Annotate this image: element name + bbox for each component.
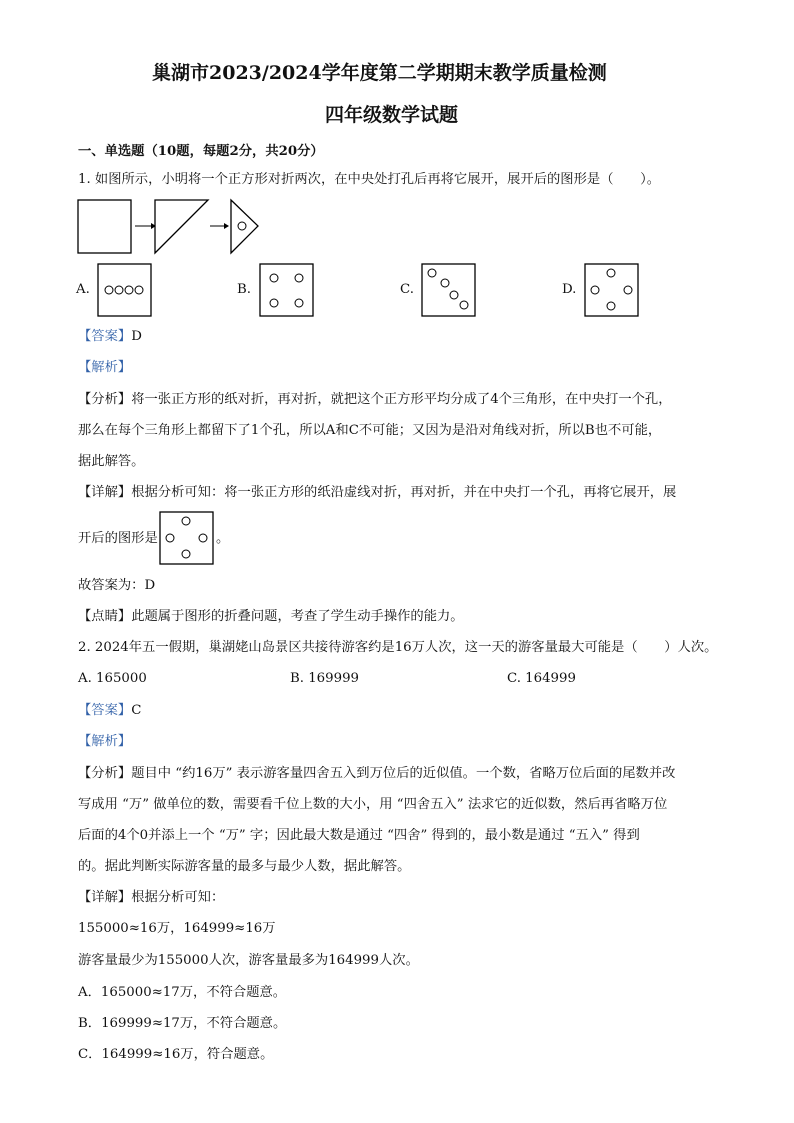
q2-line-2: 游客量最少为155000人次，游客量最多为164999人次。 [78,953,419,968]
arrow-icon-head [224,223,229,229]
answer-value: D [131,329,142,344]
analysis-tag: 【解析】 [78,734,132,749]
option-a-figure [97,263,153,317]
q1-xiangjie-line-1 [78,484,676,502]
q1-fenxi-line-2: 那么在每个三角形上都留下了1个孔，所以A和C不可能；又因为是沿对角线对折，所以B也不可能， [78,423,662,438]
q1-fenxi-line-3: 据此解答。 [78,454,145,469]
answer-tag: 【答案】 [78,329,132,344]
q1-answer [78,328,142,346]
q2-fenxi-line-4: 的。据此判断实际游客量的最多与最少人数，据此解答。 [78,859,411,874]
q2-line-3: A．165000≈17万，不符合题意。 [78,985,287,1000]
dianjing-text: 此题属于图形的折叠问题，考查了学生动手操作的能力。 [131,609,464,624]
inline-answer-figure [159,511,215,565]
fenxi-text: 题目中 “约16万” 表示游客量四舍五入到万位后的近似值。一个数，省略万位后面的尾数并改 [131,766,676,781]
option-d-figure [584,263,640,317]
q1-xiangjie-line-2 [78,530,158,548]
section-heading: 一、单选题（10题，每题2分，共20分） [78,144,324,159]
q1-dianjing [78,608,464,626]
xiangjie-tag: 【详解】 [78,485,132,500]
q1-conclusion: 故答案为：D [78,578,156,593]
q2-option-a: A. 165000 [78,671,147,686]
analysis-tag: 【解析】 [78,360,132,375]
folding-figure [76,198,266,256]
q1-stem: 1. 如图所示，小明将一个正方形对折两次，在中央处打孔后再将它展开，展开后的图形是（ ）。 [78,172,661,187]
fenxi-tag: 【分析】 [78,766,132,781]
q2-option-c: C. 164999 [507,671,576,686]
xiangjie-text: 根据分析可知： [131,890,225,905]
square-shape [78,200,131,253]
fenxi-tag: 【分析】 [78,392,132,407]
option-b-figure [259,263,315,317]
q2-fenxi-line-3: 后面的4个0并添上一个 “万” 字；因此最大数是通过 “四舍” 得到的，最小数是通过 “五入” 得到 [78,828,640,843]
option-b-label: B. [237,282,251,297]
option-c-figure [421,263,477,317]
q1-xiangjie-line-2-end: 。 [216,531,230,546]
option-d-label: D. [562,282,577,297]
option-c-label: C. [400,282,414,297]
q2-answer [78,702,141,720]
answer-tag: 【答案】 [78,703,132,718]
q2-stem: 2. 2024年五一假期，巢湖姥山岛景区共接待游客约是16万人次，这一天的游客量最大可能是（ ）人次。 [78,640,718,655]
xiangjie-tag: 【详解】 [78,890,132,905]
q2-fenxi-line-2: 写成用 “万” 做单位的数，需要看千位上数的大小，用 “四舍五入” 法求它的近似数，然后再省略万位 [78,797,668,812]
q2-line-4: B．169999≈17万，不符合题意。 [78,1016,287,1031]
q2-xiangjie [78,889,224,907]
xiangjie-text: 开后的图形是 [78,531,158,546]
option-a-label: A. [76,282,90,297]
hole-mark [238,222,246,230]
q2-line-1: 155000≈16万，164999≈16万 [78,921,276,936]
fenxi-text: 将一张正方形的纸对折，再对折，就把这个正方形平均分成了4个三角形，在中央打一个孔， [131,392,672,407]
q2-option-b: B. 169999 [290,671,359,686]
dianjing-tag: 【点睛】 [78,609,132,624]
page-subtitle: 四年级数学试题 [325,104,459,126]
q2-line-5: C．164999≈16万，符合题意。 [78,1047,274,1062]
q2-fenxi-line-1 [78,765,675,783]
answer-value: C [131,703,142,718]
triangle-shape [155,200,208,253]
page-title: 巢湖市2023/2024学年度第二学期期末教学质量检测 [152,62,607,84]
q1-fenxi-line-1 [78,391,672,409]
xiangjie-text: 根据分析可知：将一张正方形的纸沿虚线对折，再对折，并在中央打一个孔，再将它展开，展 [131,485,677,500]
